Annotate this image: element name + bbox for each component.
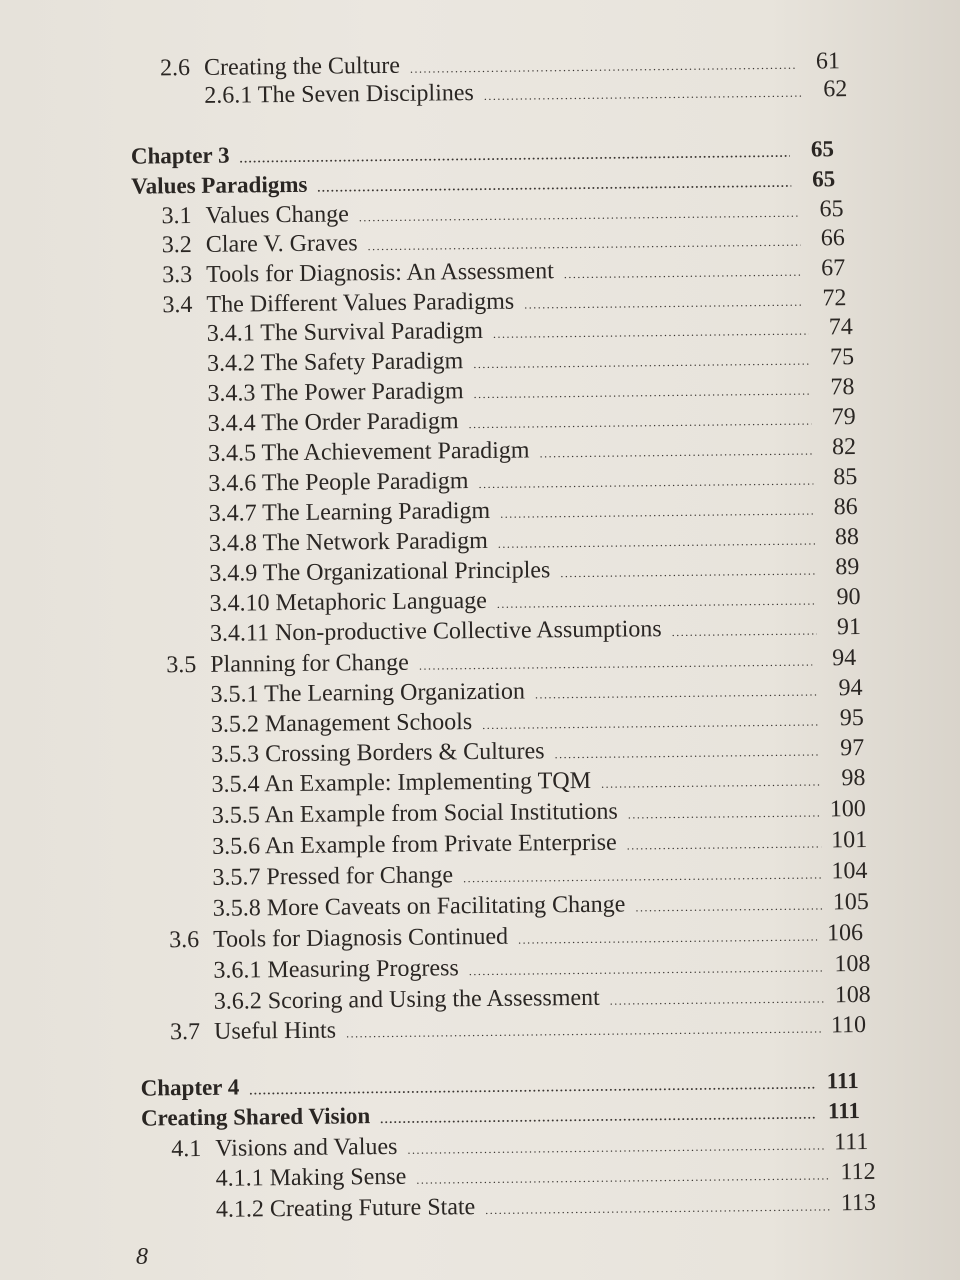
toc-page-number: 65 [812,166,836,192]
toc-dot-leader [368,235,801,255]
toc-dot-leader [380,1108,816,1128]
toc-entry-title: 3.5.3 Crossing Borders & Cultures [211,738,545,768]
toc-entry-title: 3.5.4 An Example: Implementing TQM [211,767,592,798]
toc-entry-title: Chapter 3 [130,142,230,169]
toc-dot-leader [484,86,804,104]
toc-page-number: 65 [819,196,844,223]
toc-page-number: 101 [830,826,868,854]
toc-page-number: 62 [823,76,848,103]
toc-entry-title: 4.1.1 Making Sense [215,1163,407,1192]
toc-page-number: 72 [822,285,847,312]
toc-dot-leader [627,836,822,853]
toc-page-number: 94 [832,645,857,672]
toc-entry-title: 3.5.8 More Caveats on Facilitating Change [212,891,626,922]
toc-page-number: 97 [840,734,865,762]
toc-dot-leader [410,58,796,77]
toc-entry-title: 3.4.11 Non-productive Collective Assumptions [209,616,662,647]
toc-entry-title: 3.4.2 The Safety Paradigm [206,348,464,377]
toc-entry-title: Clare V. Graves [205,230,358,258]
toc-page-number: 82 [831,434,857,461]
toc-dot-leader [493,324,809,342]
toc-dot-leader [485,1199,831,1218]
toc-page-number: 85 [833,464,858,491]
toc-dot-leader [672,623,817,640]
toc-dot-leader [560,563,815,581]
toc-dot-leader [478,474,813,493]
toc-page-number: 91 [836,614,862,641]
toc-page-number: 112 [840,1158,876,1186]
toc-page-number: 100 [829,795,866,823]
toc-entry-title: The Different Values Paradigms [206,288,515,318]
toc-page-number: 74 [828,314,853,341]
toc-page-number: 61 [815,48,841,75]
toc-entry-title: 3.4.10 Metaphoric Language [209,587,487,617]
toc-entry-title: 3.5.7 Pressed for Change [212,862,454,891]
toc-entry [170,1012,866,1049]
toc-page-number: 98 [841,764,866,792]
toc-entry-title: Values Change [205,201,349,229]
toc-page-number: 108 [834,981,871,1009]
toc-page-number: 108 [834,950,871,978]
toc-section-number: 4.1 [171,1135,202,1163]
toc-entry-title: 3.6.1 Measuring Progress [213,955,459,984]
toc-section-number: 3.1 [161,202,192,230]
toc-entry-title: 3.4.4 The Order Paradigm [207,408,459,437]
toc-entry [204,76,847,113]
toc-entry-title: 3.4.7 The Learning Paradigm [208,497,491,527]
toc-section-number: 3.2 [161,231,192,259]
toc-page-number: 94 [838,674,863,702]
toc-dot-leader [554,744,820,762]
toc-page-number: 104 [831,857,868,885]
toc-page-number: 86 [833,494,858,521]
toc-section-number: 3.7 [169,1018,201,1046]
toc-page-number: 90 [836,584,861,611]
toc-dot-leader [564,265,801,282]
toc-dot-leader [539,444,812,462]
toc-entry-title: Creating the Culture [203,52,401,81]
toc-entry [216,1190,876,1227]
toc-entry-title: 2.6.1 The Seven Disciplines [204,80,474,109]
toc-entry-title: 3.5.6 An Example from Private Enterprise [212,829,617,860]
toc-page-number: 79 [831,404,856,431]
toc-dot-leader [407,1138,824,1157]
toc-entry-title: 3.4.9 The Organizational Principles [209,557,551,587]
toc-dot-leader [524,295,802,313]
toc-entry-title: Creating Shared Vision [140,1103,371,1131]
toc-page-number: 95 [839,704,864,732]
toc-dot-leader [463,867,822,886]
toc-entry-title: Values Paradigms [131,171,308,199]
toc-entry-title: 3.5.1 The Learning Organization [210,678,526,708]
toc-entry-title: Planning for Change [210,649,410,678]
toc-section-number: 3.5 [166,651,197,679]
toc-page-number: 111 [826,1068,859,1094]
toc-page-number: 111 [833,1128,869,1156]
toc-dot-leader [500,503,814,521]
toc-page-number: 67 [820,255,846,282]
toc-dot-leader [416,1168,830,1187]
toc-page-number: 113 [840,1189,877,1217]
toc-entry-title: 3.5.2 Management Schools [210,709,473,738]
toc-entry-title: 3.5.5 An Example from Social Institutions [211,798,618,829]
toc-dot-leader [419,655,812,674]
toc-dot-leader [474,384,811,403]
toc-section-number: 3.3 [162,261,193,289]
toc-dot-leader [535,684,819,702]
toc-page-number: 111 [827,1098,861,1124]
toc-page-number: 110 [830,1011,867,1039]
toc-dot-leader [518,929,817,947]
toc-dot-leader [346,1021,821,1041]
toc-section-number: 3.6 [168,926,200,954]
toc-dot-leader [601,774,822,791]
toc-entry-title: 3.4.5 The Achievement Paradigm [207,437,530,467]
toc-entry-title: 3.6.2 Scoring and Using the Assessment [213,984,600,1015]
toc-dot-leader [469,960,825,979]
toc-dot-leader [498,533,815,551]
toc-page-number: 89 [835,554,860,581]
toc-dot-leader [635,898,823,915]
toc-page-number: 78 [830,374,855,401]
toc-section-number: 2.6 [159,55,191,82]
page-folio: 8 [136,1244,148,1270]
toc-dot-leader [359,206,800,226]
toc-dot-leader [473,354,810,373]
toc-dot-leader [610,991,825,1008]
toc-dot-leader [482,714,820,733]
toc-section-number: 3.4 [162,291,193,319]
toc-page-number: 88 [834,524,860,551]
toc-dot-leader [497,593,817,611]
toc-page-number: 106 [826,920,864,947]
toc-entry-title: 3.4.1 The Survival Paradigm [206,317,484,347]
toc-entry-title: 3.4.3 The Power Paradigm [207,378,464,407]
toc-dot-leader [628,805,820,822]
toc-dot-leader [317,176,791,196]
toc-entry-title: Tools for Diagnosis Continued [212,923,509,953]
toc-entry-title: 4.1.2 Creating Future State [215,1194,476,1223]
toc-page-number: 105 [832,888,869,916]
toc-entry-title: Tools for Diagnosis: An Assessment [206,258,554,288]
toc-page-number: 65 [810,136,835,162]
toc-entry-title: 3.4.6 The People Paradigm [208,468,469,497]
toc-entry-title: Visions and Values [215,1133,398,1162]
toc-entry-title: Useful Hints [213,1017,337,1045]
toc-page-number: 75 [829,344,855,371]
toc-dot-leader [468,414,811,433]
toc-entry-title: 3.4.8 The Network Paradigm [208,527,488,557]
toc-page-number: 66 [820,225,845,252]
toc-dot-leader [239,146,790,167]
toc-dot-leader [249,1078,815,1099]
toc-entry-title: Chapter 4 [140,1074,240,1101]
